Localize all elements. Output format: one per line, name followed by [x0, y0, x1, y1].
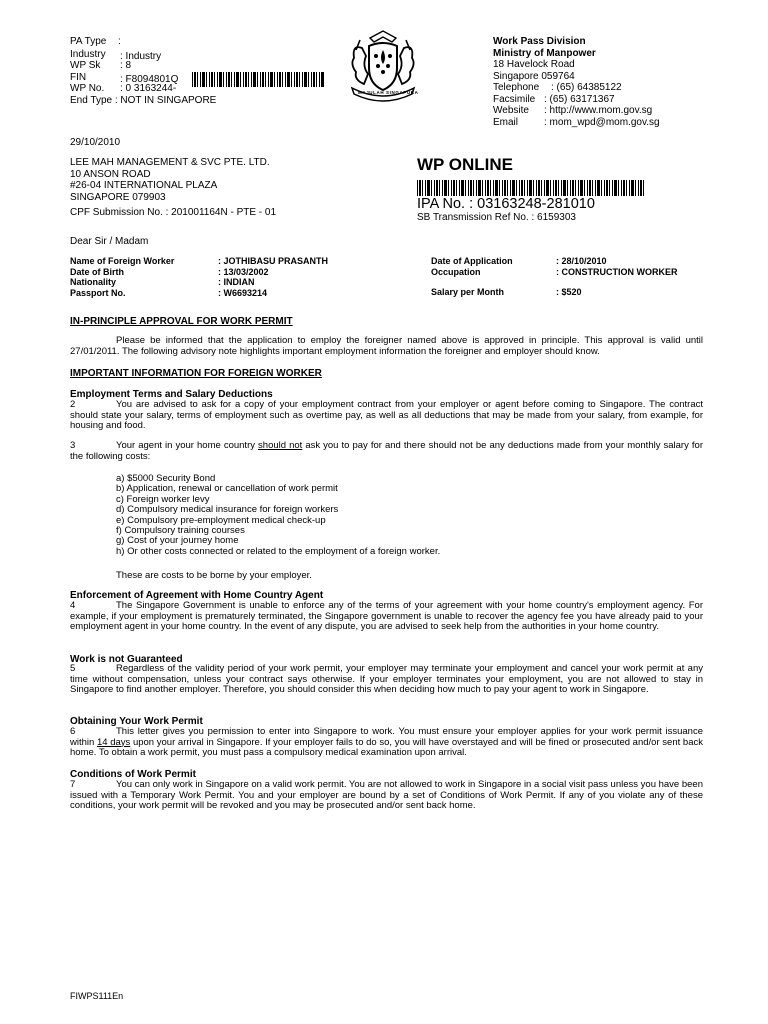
ipa-number: IPA No. : 03163248-281010: [417, 196, 595, 212]
field-label: Occupation: [431, 266, 481, 277]
employer-addr-1: 10 ANSON ROAD: [70, 168, 151, 180]
pa-type-value: :: [118, 36, 121, 47]
industry-value: : Industry: [120, 50, 162, 62]
cost-list: [116, 474, 440, 557]
field-label: Salary per Month: [431, 287, 505, 297]
section-heading: Enforcement of Agreement with Home Country Agent: [70, 590, 324, 601]
paragraph-text: Regardless of the validity period of your work permit, your employer may terminate your employment and cancel your work permit at any time without compensation, unless your contract says otherwise. If your employer terminates your employment, you are not allowed to stay in Singapore to find another employer. Therefore, you should consider this when deciding how much to pay your agent to work in Singapore.: [70, 663, 703, 696]
list-item: a) $5000 Security Bond: [116, 473, 216, 484]
address-line-2: Singapore 059764: [493, 70, 575, 82]
field-label: Date of Birth: [70, 266, 124, 277]
contact-label: Website: [493, 105, 529, 116]
salutation: Dear Sir / Madam: [70, 236, 149, 247]
emphasis-text: should not: [258, 440, 303, 451]
section-heading: Conditions of Work Permit: [70, 769, 196, 780]
wpno-label: WP No.: [70, 83, 105, 94]
address-line-1: 18 Havelock Road: [493, 59, 575, 70]
list-item: c) Foreign worker levy: [116, 493, 210, 505]
paragraph-number: 3: [70, 440, 76, 451]
list-item: g) Cost of your journey home: [116, 535, 239, 547]
pa-info: [70, 36, 216, 106]
contact-value: : mom_wpd@mom.gov.sg: [544, 116, 660, 128]
ipa-barcode: [417, 180, 646, 196]
division-name: Work Pass Division: [493, 36, 586, 47]
paragraph-text: This letter gives you permission to enter into Singapore to work. You must ensure your employer applies for your work permit issuance within: [70, 726, 703, 748]
crest-motto: MAJULAH SINGAPURA: [358, 90, 419, 95]
fin-label: FIN: [70, 71, 87, 83]
list-item: b) Application, renewal or cancellation of work permit: [116, 483, 338, 495]
approval-paragraph: [70, 336, 703, 357]
application-date: : 28/10/2010: [556, 256, 607, 266]
ministry-name: Ministry of Manpower: [493, 47, 596, 59]
paragraph-text: upon your arrival in Singapore. If your employer fails to do so, you will have overstayed and will be fined or prosecuted and/or sent back home. To obtain a work permit, you must pass a compulsory medical examination upon arrival.: [70, 736, 703, 759]
contact-value: : (65) 63171367: [544, 93, 615, 105]
paragraph-number: 4: [70, 600, 76, 611]
section-heading: Employment Terms and Salary Deductions: [70, 389, 273, 400]
list-item: f) Compulsory training courses: [116, 525, 245, 537]
contact-value: : (65) 64385122: [551, 82, 622, 93]
worker-name: : JOTHIBASU PRASANTH: [218, 256, 329, 266]
wpsk-label: WP Sk: [70, 60, 101, 71]
fin-value: : F8094801Q: [120, 73, 179, 85]
list-item: e) Compulsory pre-employment medical check-up: [116, 514, 326, 526]
contact-label: Telephone: [493, 82, 540, 93]
approval-title: IN-PRINCIPLE APPROVAL FOR WORK PERMIT: [70, 316, 293, 327]
paragraph-number: 7: [70, 779, 76, 790]
sb-transmission-ref: SB Transmission Ref No. : 6159303: [417, 212, 576, 223]
paragraph-4: [70, 601, 703, 633]
list-item: h) Or other costs connected or related to the employment of a foreign worker.: [116, 545, 441, 557]
form-code: FIWPS111En: [70, 991, 124, 1001]
wp-online-title: WP ONLINE: [417, 155, 514, 174]
salary: : $520: [556, 287, 582, 297]
paragraph-text: The Singapore Government is unable to enforce any of the terms of your agreement with your home country's employment agency. For example, if your employment is prematurely terminated, the Singapore government is unable to recover the agency fee you have already paid to your employment agent in your home country. In the event of any dispute, you are advised to seek help from the authorities in your home country.: [70, 600, 703, 633]
occupation: : CONSTRUCTION WORKER: [556, 266, 678, 277]
worker-details-left: [70, 256, 328, 298]
worker-passport: : W6693214: [218, 287, 268, 298]
contact-label: Facsimile: [493, 93, 536, 105]
paragraph-text: ask you to pay for and there should not be any deductions made from your monthly salary for the following costs:: [70, 440, 703, 462]
paragraph-6: [70, 727, 703, 759]
field-label: Name of Foreign Worker: [70, 256, 175, 266]
paragraph-text: You can only work in Singapore on a valid work permit. You are not allowed to work in Singapore in a social visit pass unless you have been issued with a Temporary Work Permit. You and your employer are bound by a set of Conditions of Work Permit. If any of you violate any of these conditions, your work permit will be revoked and you may be prosecuted and/or sent back home.: [70, 779, 703, 812]
cpf-submission: CPF Submission No. : 201001164N - PTE - 01: [70, 207, 277, 218]
worker-dob: : 13/03/2002: [218, 266, 269, 277]
employer-address: [70, 157, 270, 203]
paragraph-text: You are advised to ask for a copy of your employment contract from your employer or agent before coming to Singapore. The contract should state your salary, terms of employment such as overtime pay, as well as all deductions that may be made from your salary, from example, for housing and food.: [70, 399, 703, 432]
list-item: d) Compulsory medical insurance for foreign workers: [116, 504, 339, 516]
paragraph-5: [70, 664, 703, 696]
field-label: Nationality: [70, 277, 117, 287]
paragraph-3: [70, 441, 703, 462]
costs-borne-note: These are costs to be borne by your employer.: [116, 570, 312, 581]
pa-type-label: PA Type: [70, 36, 107, 47]
ministry-address: [493, 36, 660, 128]
paragraph-7: [70, 780, 703, 812]
paragraph-number: 6: [70, 726, 76, 737]
paragraph-text: Your agent in your home country: [116, 440, 259, 451]
field-label: Date of Application: [431, 256, 513, 266]
wpsk-value: : 8: [120, 60, 132, 71]
section-heading: Work is not Guaranteed: [70, 654, 183, 665]
wpno-value: : 0 3163244-: [120, 83, 177, 94]
contact-value: : http://www.mom.gov.sg: [544, 105, 653, 116]
worker-details-right: [431, 256, 678, 298]
employer-name: LEE MAH MANAGEMENT & SVC PTE. LTD.: [70, 157, 270, 168]
field-label: Passport No.: [70, 287, 126, 298]
employer-addr-2: #26-04 INTERNATIONAL PLAZA: [70, 180, 218, 191]
section-heading: Obtaining Your Work Permit: [70, 716, 203, 727]
paragraph-number: 2: [70, 399, 76, 410]
letter-date: 29/10/2010: [70, 137, 121, 148]
emphasis-text: 14 days: [96, 736, 131, 748]
fin-barcode: [192, 72, 324, 87]
paragraph-number: 5: [70, 663, 76, 674]
paragraph-2: [70, 400, 703, 432]
important-title: IMPORTANT INFORMATION FOR FOREIGN WORKER: [70, 368, 322, 379]
end-type: End Type : NOT IN SINGAPORE: [70, 94, 217, 106]
industry-label: Industry: [70, 48, 106, 60]
employer-addr-3: SINGAPORE 079903: [70, 191, 166, 203]
approval-text: Please be informed that the application to employ the foreigner named above is approved in principle. This approval is valid until 27/01/2011. The following advisory note highlights important employment information the foreigner and employer should know.: [70, 335, 703, 357]
contact-label: Email: [493, 116, 519, 128]
worker-nationality: : INDIAN: [218, 277, 255, 287]
